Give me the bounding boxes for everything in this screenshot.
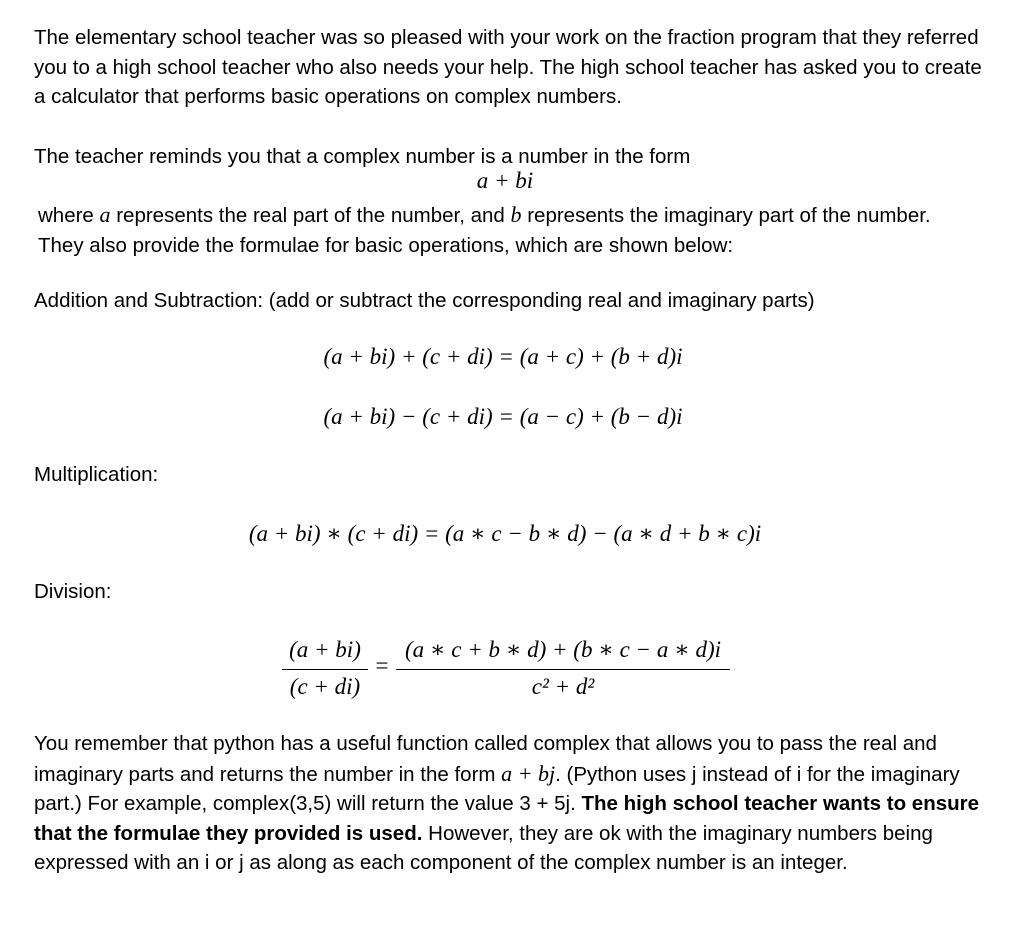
closing-bold-text: The high school teacher wants to ensure that the formulae they provided is used. <box>34 792 980 845</box>
closing-text-1: You remember that python has a useful function called complex that allows you to pass the real and imaginary parts and returns the number in the form <box>34 732 937 786</box>
division-left-fraction-bar <box>282 669 368 670</box>
var-b: b <box>510 202 522 227</box>
division-equals: = <box>375 653 389 678</box>
division-right-fraction-bar <box>396 669 730 670</box>
var-a: a <box>99 202 111 227</box>
division-left-numerator: (a + bi) <box>289 637 361 662</box>
complex-form: a + bi <box>476 168 534 193</box>
where-text-3: represents the imaginary part of the number. They also provide the formulae for basic operations, which are shown below: <box>38 204 931 257</box>
where-text-2: represents the real part of the number, and <box>110 204 511 227</box>
closing-text-3: However, they are ok with the imaginary numbers being expressed with an i or j as along as each component of the complex number is an integer. <box>34 821 933 874</box>
addition-formula: (a + bi) + (c + di) = (a + c) + (b + d)i <box>323 344 683 369</box>
division-right-denominator: c² + d² <box>531 674 595 699</box>
where-text-1: where <box>38 204 100 227</box>
division-heading: Division: <box>34 580 112 603</box>
closing-paragraph <box>34 729 984 878</box>
division-right-numerator: (a ∗ c + b ∗ d) + (b ∗ c − a ∗ d)i <box>404 637 722 662</box>
division-left-denominator: (c + di) <box>289 674 361 699</box>
multiplication-heading: Multiplication: <box>34 463 159 486</box>
multiplication-formula: (a + bi) ∗ (c + di) = (a ∗ c − b ∗ d) − (a ∗ d + b ∗ c)i <box>248 521 762 546</box>
definition-lead: The teacher reminds you that a complex number is a number in the form <box>34 145 691 168</box>
definition-paragraph <box>38 200 968 260</box>
python-complex-form: a + bj <box>501 760 556 786</box>
closing-text-2: . (Python uses j instead of i for the imaginary part.) For example, complex(3,5) will return the value 3 + 5j. <box>34 762 960 815</box>
subtraction-formula: (a + bi) − (c + di) = (a − c) + (b − d)i <box>323 404 683 429</box>
intro-paragraph: The elementary school teacher was so pleased with your work on the fraction program that they referred you to a high school teacher who also needs your help. The high school teacher has asked you to create a calculator that performs basic operations on complex numbers. <box>34 26 982 108</box>
addition-heading: Addition and Subtraction: (add or subtract the corresponding real and imaginary parts) <box>34 289 815 312</box>
